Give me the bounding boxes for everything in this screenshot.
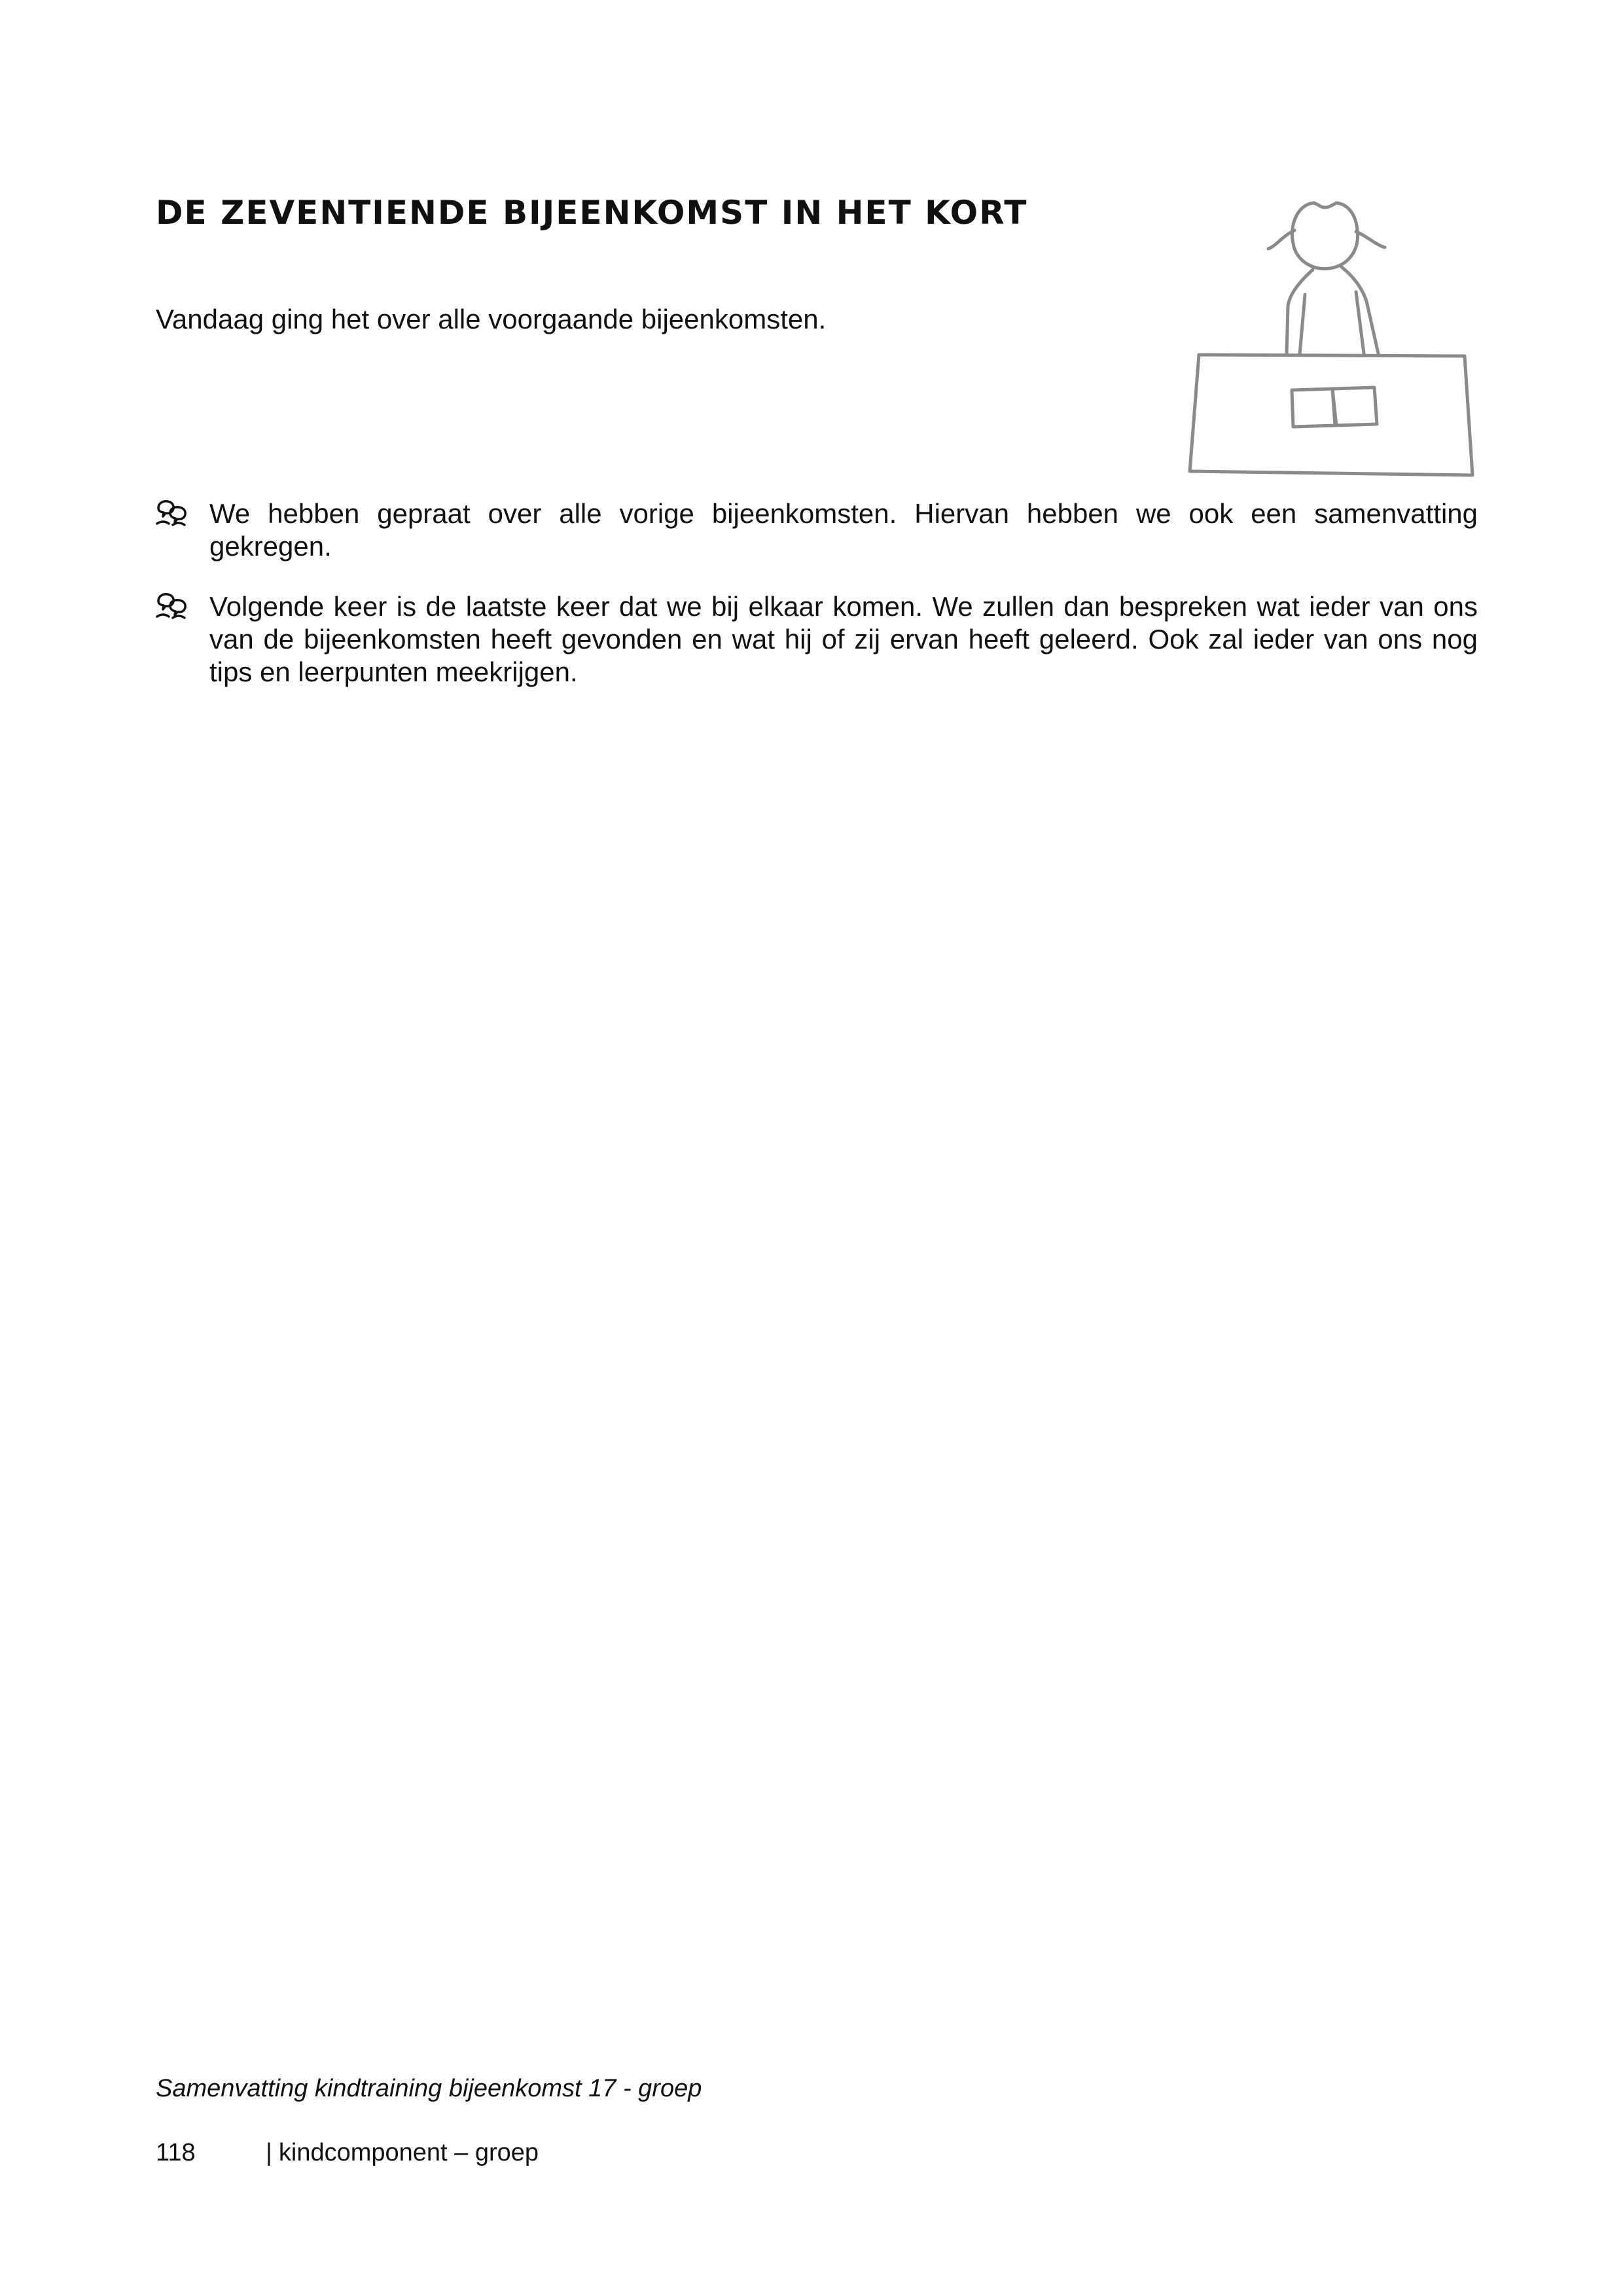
list-item	[156, 497, 1478, 563]
page-title: DE ZEVENTIENDE BIJEENKOMST IN HET KORT	[156, 194, 1028, 232]
bullet-text: Volgende keer is de laatste keer dat we bij elkaar komen. We zullen dan bespreken wat ieder van ons van de bijeenkomsten heeft gevonden en wat hij of zij ervan heeft geleerd. Ook zal ieder van ons nog tips en leerpunten meekrijgen.	[209, 591, 1478, 687]
summary-bullet-list	[156, 497, 1478, 716]
girl-reading-at-desk-illustration	[1185, 190, 1480, 491]
footer-section-label: kindcomponent – groep	[278, 2139, 539, 2166]
children-talking-icon	[156, 499, 187, 526]
page-number: 118	[156, 2139, 196, 2166]
list-item	[156, 590, 1478, 689]
children-talking-icon	[156, 592, 187, 619]
footer-separator: |	[266, 2139, 272, 2166]
footer-caption: Samenvatting kindtraining bijeenkomst 17 - groep	[156, 2075, 702, 2102]
bullet-text: We hebben gepraat over alle vorige bijeenkomsten. Hiervan hebben we ook een samenvatting gekregen.	[209, 498, 1478, 562]
intro-text: Vandaag ging het over alle voorgaande bijeenkomsten.	[156, 304, 827, 334]
page-footer	[156, 2139, 539, 2167]
